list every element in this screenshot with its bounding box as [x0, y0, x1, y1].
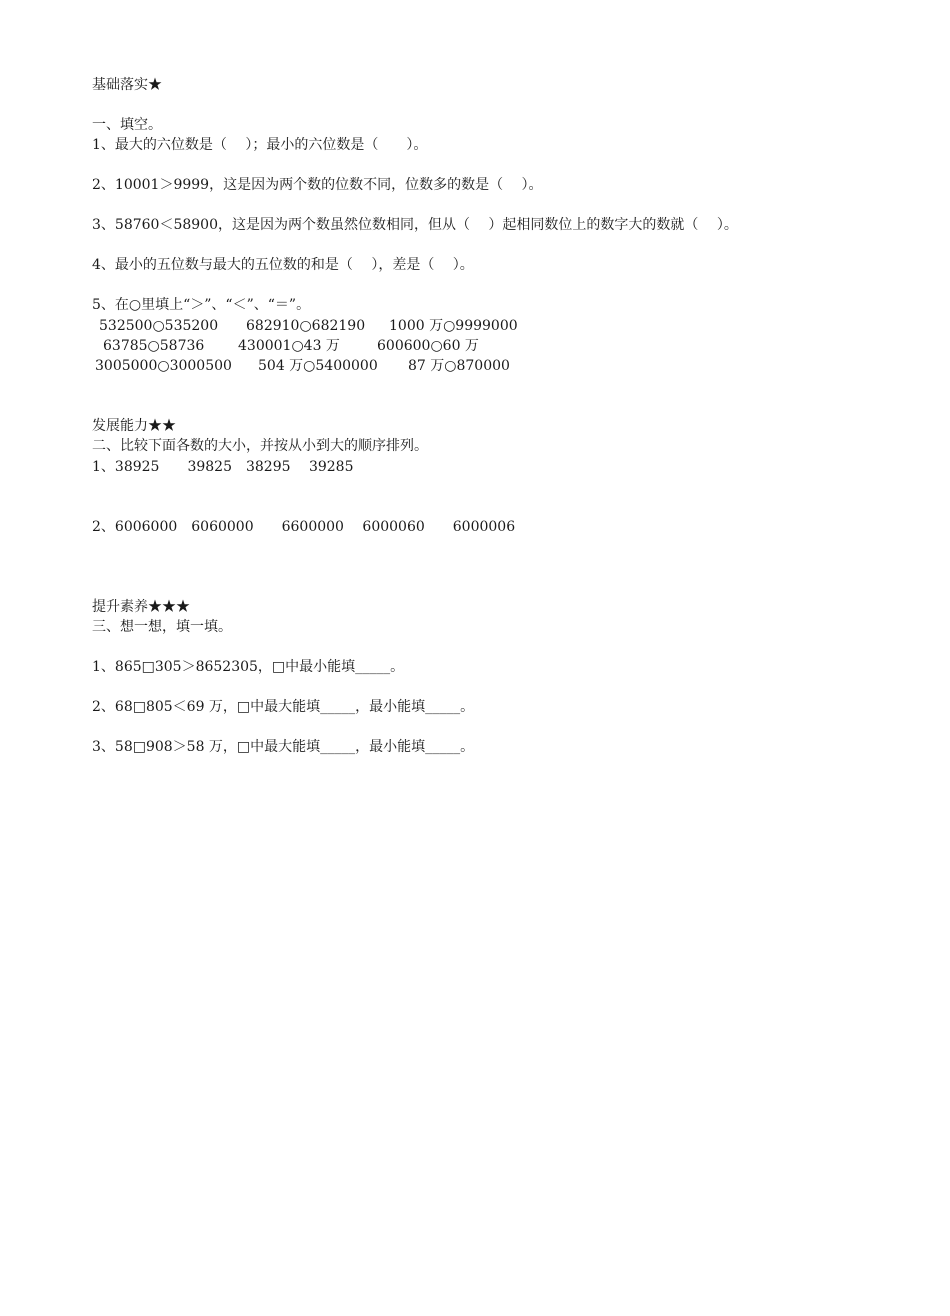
compare-item: 682910○682190	[246, 318, 366, 334]
section1-title: 一、填空。	[92, 117, 162, 133]
compare-item: 1000 万○9999000	[389, 318, 518, 334]
compare-item: 504 万○5400000	[258, 358, 378, 374]
question-1-3: 3、58760＜58900，这是因为两个数虽然位数相同，但从（ ）起相同数位上的数字大的数就（ ）。	[92, 217, 738, 233]
section3-title: 三、想一想，填一填。	[92, 619, 232, 635]
question-3-2: 2、68□805＜69 万，□中最大能填_____，最小能填_____。	[92, 699, 475, 715]
question-2-2: 2、6006000 6060000 6600000 6000060 6000006	[92, 519, 516, 535]
section1-heading: 基础落实★	[92, 77, 162, 93]
section3-heading: 提升素养★★★	[92, 599, 190, 615]
question-1-2: 2、10001＞9999，这是因为两个数的位数不同，位数多的数是（ ）。	[92, 177, 543, 193]
question-2-1: 1、38925 39825 38295 39285	[92, 459, 354, 475]
question-1-5: 5、在○里填上“＞”、“＜”、“＝”。	[92, 297, 311, 313]
question-1-1: 1、最大的六位数是（ ）；最小的六位数是（ ）。	[92, 137, 428, 153]
compare-item: 532500○535200	[99, 318, 219, 334]
compare-item: 3005000○3000500	[95, 358, 232, 374]
section2-heading: 发展能力★★	[92, 418, 176, 434]
section2-title: 二、比较下面各数的大小，并按从小到大的顺序排列。	[92, 438, 428, 454]
question-1-4: 4、最小的五位数与最大的五位数的和是（ ），差是（ ）。	[92, 257, 474, 273]
compare-item: 600600○60 万	[377, 338, 479, 354]
question-3-1: 1、865□305＞8652305，□中最小能填_____。	[92, 659, 405, 675]
compare-item: 430001○43 万	[238, 338, 340, 354]
compare-item: 87 万○870000	[408, 358, 510, 374]
question-3-3: 3、58□908＞58 万，□中最大能填_____，最小能填_____。	[92, 739, 475, 755]
compare-item: 63785○58736	[103, 338, 205, 354]
